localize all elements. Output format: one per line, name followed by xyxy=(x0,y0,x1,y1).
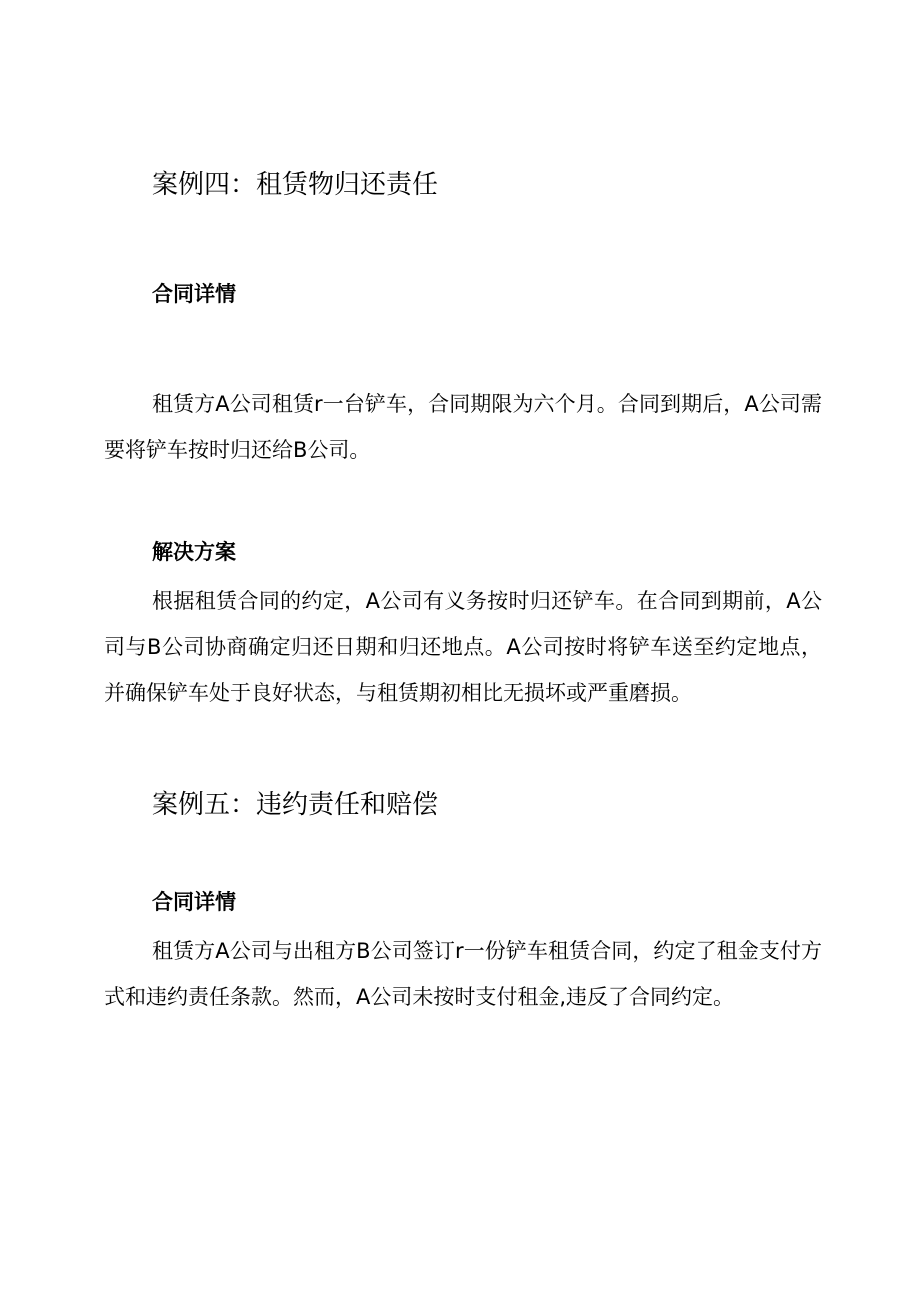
case4-details-heading: 合同详情 xyxy=(152,282,236,306)
case4-solution-heading: 解决方案 xyxy=(152,540,236,564)
case5-details-text: 租赁方A公司与出租方B公司签订r一份铲车租赁合同，约定了租金支付方式和违约责任条款。然而，A公司未按时支付租金,违反了合同约定。 xyxy=(104,939,822,1009)
case4-solution-text: 根据租赁合同的约定，A公司有义务按时归还铲车。在合同到期前，A公司与B公司协商确定归还日期和归还地点。A公司按时将铲车送至约定地点，并确保铲车处于良好状态，与租赁期初相比无损坏或严重磨损。 xyxy=(104,589,822,705)
case5-title: 案例五：违约责任和赔偿 xyxy=(152,790,439,820)
case4-details-text: 租赁方A公司租赁r一台铲车，合同期限为六个月。合同到期后，A公司需要将铲车按时归还给B公司。 xyxy=(104,392,822,462)
case4-title: 案例四：租赁物归还责任 xyxy=(152,170,439,200)
case5-details-heading: 合同详情 xyxy=(152,890,236,914)
